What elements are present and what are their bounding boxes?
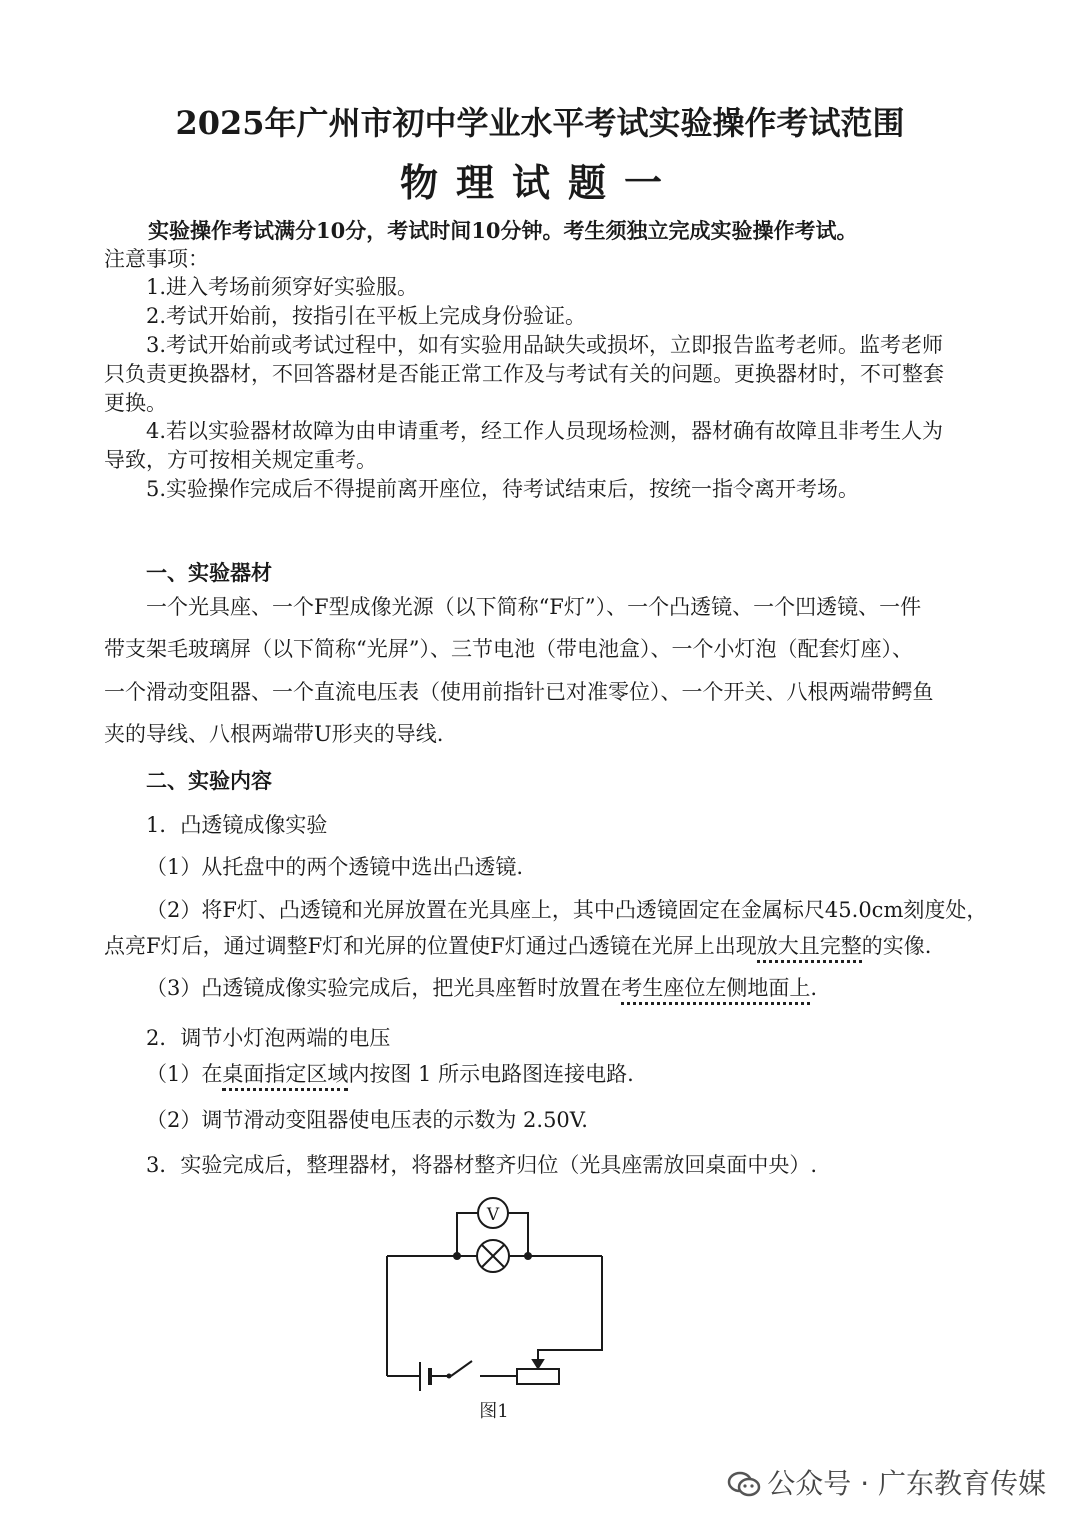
rheostat-slider-arrow: [533, 1360, 543, 1368]
document-title: 2025年广州市初中学业水平考试实验操作考试范围: [175, 104, 905, 142]
item2-title: 2．调节小灯泡两端的电压: [146, 1026, 391, 1050]
section-heading-content: 二、实验内容: [146, 768, 272, 793]
item1-title: 1．凸透镜成像实验: [146, 813, 328, 837]
item1-step2-emphasis: 放大且完整: [757, 934, 862, 963]
item2-step1-text-end: 内按图 1 所示电路图连接电路.: [348, 1062, 634, 1086]
voltmeter-wire-left: [457, 1213, 478, 1256]
equipment-line: 一个光具座、一个F型成像光源（以下简称“F灯”）、一个凸透镜、一个凹透镜、一件: [146, 595, 922, 619]
item1-step2-text-end: 的实像.: [861, 934, 932, 958]
watermark-text: 公众号 · 广东教育传媒: [767, 1467, 1046, 1500]
equipment-line: 一个滑动变阻器、一个直流电压表（使用前指针已对准零位）、一个开关、八根两端带鳄鱼: [104, 680, 934, 704]
item1-step1: （1）从托盘中的两个透镜中选出凸透镜.: [146, 855, 524, 879]
item2-step2: （2）调节滑动变阻器使电压表的示数为 2.50V.: [146, 1108, 588, 1132]
switch-blade: [451, 1361, 472, 1376]
item3: 3．实验完成后，整理器材，将器材整齐归位（光具座需放回桌面中央）.: [146, 1153, 818, 1177]
note-line: 2.考试开始前，按指引在平板上完成身份验证。: [146, 304, 587, 328]
item1-step3-text-end: .: [810, 976, 818, 1000]
note-line: 只负责更换器材，不回答器材是否能正常工作及与考试有关的问题。更换器材时，不可整套: [104, 362, 944, 386]
item1-step2-line1: （2）将F灯、凸透镜和光屏放置在光具座上，其中凸透镜固定在金属标尺45.0cm刻度处，: [146, 898, 988, 922]
item1-step3-emphasis: 考生座位左侧地面上: [621, 976, 810, 1005]
right-wire: [538, 1256, 602, 1366]
note-line: 5.实验操作完成后不得提前离开座位，待考试结束后，按统一指令离开考场。: [146, 477, 860, 501]
switch-pivot: [447, 1374, 452, 1379]
note-line: 1.进入考场前须穿好实验服。: [146, 275, 419, 299]
equipment-line: 带支架毛玻璃屏（以下简称“光屏”）、三节电池（带电池盒）、一个小灯泡（配套灯座）、: [104, 637, 913, 661]
watermark: [727, 1462, 1046, 1502]
notes-heading: 注意事项：: [104, 247, 209, 271]
note-line: 3.考试开始前或考试过程中，如有实验用品缺失或损坏，立即报告监考老师。监考老师: [146, 333, 944, 357]
section-heading-equipment: 一、实验器材: [146, 560, 272, 585]
exam-info: 实验操作考试满分10分，考试时间10分钟。考生须独立完成实验操作考试。: [148, 218, 858, 243]
note-line: 更换。: [104, 391, 167, 415]
junction-dot: [453, 1252, 461, 1260]
wechat-icon: [727, 1471, 761, 1497]
item1-step2-text: 点亮F灯后，通过调整F灯和光屏的位置使F灯通过凸透镜在光屏上出现: [104, 934, 757, 958]
junction-dot: [524, 1252, 532, 1260]
note-line: 4.若以实验器材故障为由申请重考，经工作人员现场检测，器材确有故障且非考生人为: [146, 419, 944, 443]
document-subtitle: 物理试题一: [399, 160, 680, 205]
item2-step1-emphasis: 桌面指定区域: [222, 1062, 348, 1091]
equipment-line: 夹的导线、八根两端带U形夹的导线.: [104, 722, 444, 746]
item1-step3-text: （3）凸透镜成像实验完成后，把光具座暂时放置在: [146, 976, 622, 1000]
item2-step1-text: （1）在: [146, 1062, 223, 1086]
voltmeter-wire-right: [508, 1213, 528, 1256]
voltmeter-label: V: [486, 1205, 500, 1225]
figure-caption: 图1: [479, 1401, 509, 1422]
note-line: 导致，方可按相关规定重考。: [104, 448, 377, 472]
rheostat-symbol: [517, 1369, 559, 1384]
